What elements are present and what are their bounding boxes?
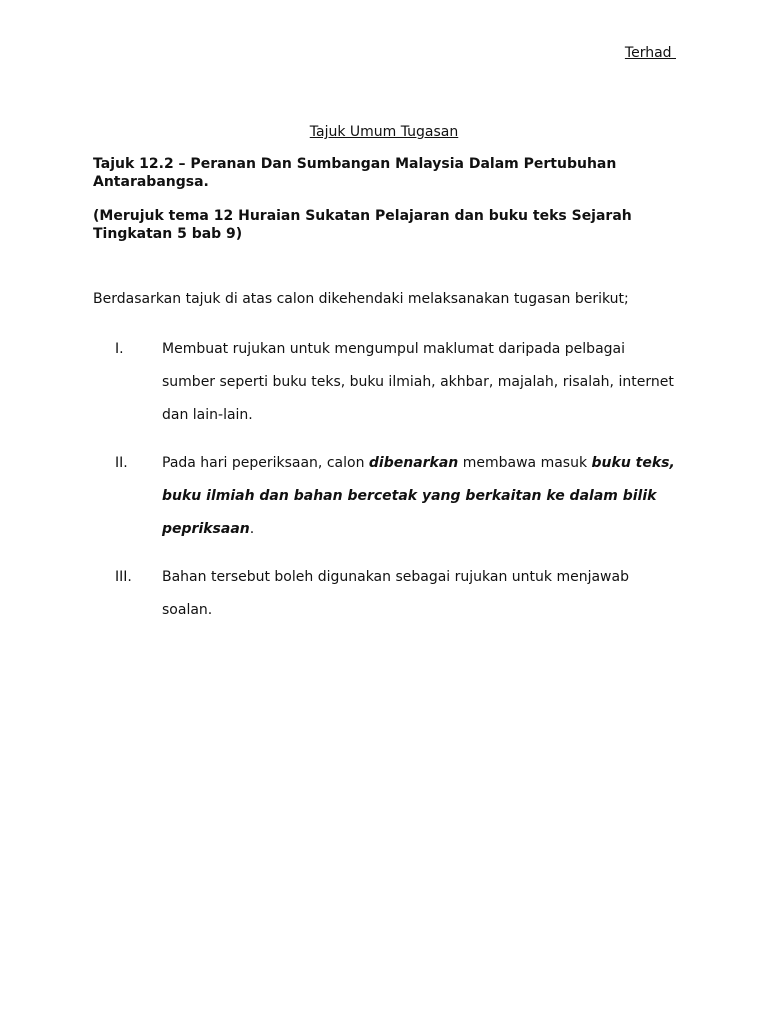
task-text-segment: membawa masuk [458, 455, 592, 471]
page-title: Tajuk Umum Tugasan [309, 124, 459, 140]
topic-heading: Tajuk 12.2 – Peranan Dan Sumbangan Malaysia Dalam Pertubuhan Antarabangsa. [93, 156, 617, 190]
task-emphasis: buku teks, buku ilmiah dan bahan bercetak yang berkaitan ke dalam bilik pepriksaan [162, 455, 675, 537]
intro-paragraph: Berdasarkan tajuk di atas calon dikehendaki melaksanakan tugasan berikut; [93, 291, 629, 307]
task-text: Membuat rujukan untuk mengumpul maklumat daripada pelbagai sumber seperti buku teks, buku ilmiah, akhbar, majalah, risalah, internet dan lain-lain. [162, 341, 674, 423]
reference-note: (Merujuk tema 12 Huraian Sukatan Pelajaran dan buku teks Sejarah Tingkatan 5 bab 9) [93, 208, 632, 242]
task-text: Bahan tersebut boleh digunakan sebagai rujukan untuk menjawab soalan. [162, 569, 629, 618]
task-number: II. [115, 455, 128, 471]
task-number: III. [115, 569, 132, 585]
classification-label: Terhad [624, 45, 676, 61]
task-text-segment: Pada hari peperiksaan, calon [162, 455, 369, 471]
task-number: I. [115, 341, 124, 357]
task-text [162, 447, 682, 546]
task-text-segment: . [249, 521, 255, 537]
task-emphasis: dibenarkan [368, 455, 459, 471]
